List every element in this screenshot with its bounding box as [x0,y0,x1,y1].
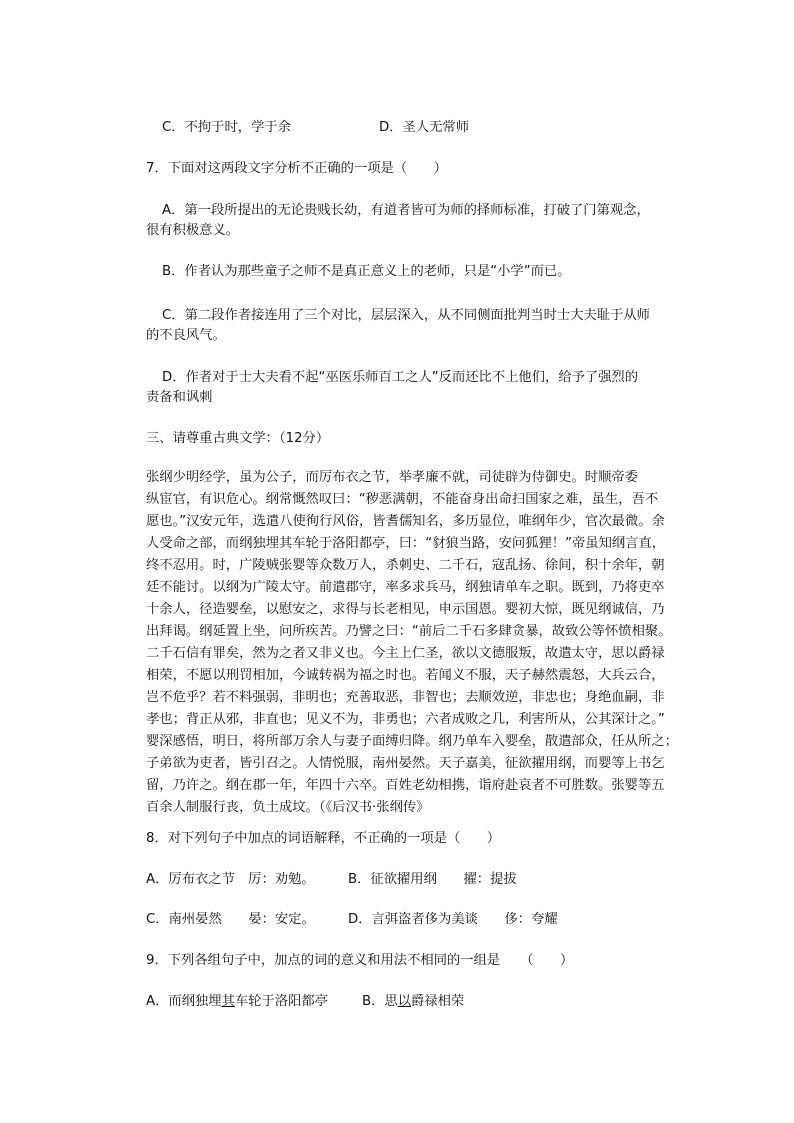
passage-line: 十余人，径造婴垒，以慰安之，求得与长老相见，申示国恩。婴初大惊，既见纲诚信，乃 [146,602,665,617]
q6-option-d: D．圣人无常师 [379,120,470,135]
passage-line: 愿也。”汉安元年，选遣八使徇行风俗，皆耆儒知名，多历显位，唯纲年少，官次最微。余 [146,514,665,529]
q9-stem: 9．下列各组句子中，加点的词的意义和用法不相同的一组是 （ ） [146,953,574,968]
q7-option-d-line1: D．作者对于士大夫看不起“巫医乐师百工之人”反而还比不上他们，给予了强烈的 [162,370,639,385]
q7-option-a-line2: 很有积极意义。 [146,223,240,238]
q9-option-a [146,992,328,1012]
passage-line: 人受命之部，而纲独埋其车轮于洛阳都亭，曰：“豺狼当路，安问狐狸！”帝虽知纲言直， [146,536,666,551]
passage-line: 出拜谒。纲延置上坐，问所疾苦。乃譬之曰：“前后二千石多肆贪暴，故致公等怀愤相聚。 [146,624,672,639]
q8-option-d: D．言弭盗者侈为美谈 侈：夸耀 [348,912,558,927]
passage-line: 百余人制服行丧，负土成坟。（《后汉书·张纲传》 [146,800,430,815]
q7-option-a-line1: A．第一段所提出的无论贵贱长幼，有道者皆可为师的择师标准，打破了门第观念， [162,203,650,218]
passage-line: 廷不能讨。以纲为广陵太守。前遣郡守，率多求兵马，纲独请单车之职。既到，乃将吏卒 [146,580,665,595]
q7-option-c-line1: C．第二段作者接连用了三个对比，层层深入，从不同侧面批判当时士大夫耻于从师 [162,308,650,323]
q7-option-d-line2: 责备和讽刺 [146,390,213,405]
passage-line: 终不忍用。时，广陵贼张婴等众数万人，杀刺史、二千石，寇乱扬、徐间，积十余年，朝 [146,558,665,573]
passage-line: 留，乃许之。纲在郡一年，年四十六卒。百姓老幼相携，诣府赴哀者不可胜数。张婴等五 [146,778,665,793]
q8-option-a: A．厉布衣之节 厉：劝勉。 [146,872,315,887]
q7-option-c-line2: 的不良风气。 [146,328,226,343]
q8-stem: 8．对下列句子中加点的词语解释，不正确的一项是（ ） [146,831,501,846]
passage-line: 岂不危乎？若不料强弱，非明也；充善取恶，非智也；去顺效逆，非忠也；身绝血嗣，非 [146,690,665,705]
passage-line: 纵宦官，有识危心。纲常慨然叹曰：“秽恶满朝，不能奋身出命扫国家之难，虽生，吾不 [146,492,659,507]
q8-option-b: B．征欲擢用纲 擢：提拔 [348,872,517,887]
passage-line: 婴深感悟，明日，将所部万余人与妻子面缚归降。纲乃单车入婴垒，散遣部众，任从所之； [146,734,678,749]
q9-option-b-pre: B．思 [362,994,398,1009]
q9-option-a-post: 车轮于洛阳都亭 [234,994,328,1009]
q9-option-b-post: 爵禄相荣 [411,994,465,1009]
q9-option-b [362,992,464,1012]
q9-option-b-emphasized-word: 以 [397,994,412,1009]
q7-stem: 7．下面对这两段文字分析不正确的一项是（ ） [146,161,447,176]
q6-option-c: C．不拘于时，学于余 [162,120,291,135]
passage-line: 张纲少明经学，虽为公子，而厉布衣之节，举孝廉不就，司徒辟为侍御史。时顺帝委 [146,470,638,485]
passage-line: 孝也；背正从邪，非直也；见义不为，非勇也；六者成败之几，利害所从，公其深计之。” [146,712,665,727]
section-heading: 三、请尊重古典文学：（12分） [146,431,330,446]
q7-option-b: B．作者认为那些童子之师不是真正意义上的老师，只是“小学”而已。 [162,264,571,279]
q9-option-a-emphasized-word: 其 [221,994,235,1009]
passage-line: 子弟欲为吏者，皆引召之。人情悦服，南州晏然。天子嘉美，征欲擢用纲，而婴等上书乞 [146,756,665,771]
passage-line: 二千石信有罪矣，然为之者又非义也。今主上仁圣，欲以文德服叛，故遣太守，思以爵禄 [146,646,665,661]
passage-line: 相荣，不愿以刑罚相加，今诚转祸为福之时也。若闻义不服，天子赫然震怒，大兵云合， [146,668,665,683]
q8-option-c: C．南州晏然 晏：安定。 [146,912,315,927]
q9-option-a-pre: A．而纲独埋 [146,994,222,1009]
